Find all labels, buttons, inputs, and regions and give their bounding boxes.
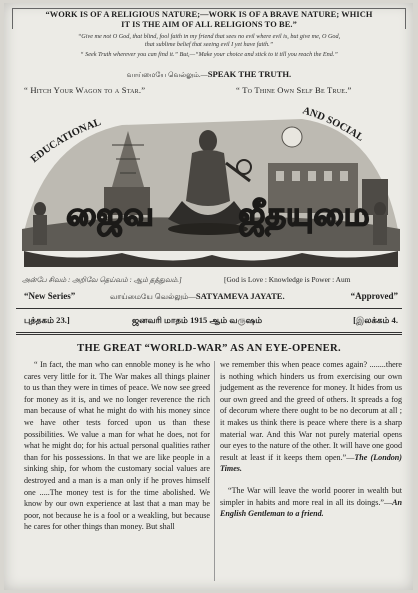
satyameva-jayate: SATYAMEVA JAYATE. bbox=[195, 291, 285, 301]
title-tamil-right: ஜீதயுமை bbox=[238, 195, 370, 233]
new-series-label: “New Series” bbox=[24, 291, 76, 301]
volume-number: புத்தகம் 23.] bbox=[24, 315, 70, 325]
satyameva-line bbox=[110, 291, 285, 302]
educational-arc-text: EDUCATIONAL bbox=[29, 116, 103, 166]
column-divider bbox=[214, 361, 215, 581]
quote-line: that sublime belief that seeing evil I yet have faith.” bbox=[144, 40, 274, 48]
masthead-series-row bbox=[22, 290, 402, 304]
article-headline: THE GREAT “WORLD-WAR” AS AN EYE-OPENER. bbox=[77, 343, 341, 354]
social-arc-text: AND SOCIAL bbox=[301, 105, 366, 144]
right-column-quote2 bbox=[220, 485, 402, 520]
tamil-motto: வாய்மையே வெல்லும்.— bbox=[126, 71, 208, 79]
issue-date: ஜனவரி மாதம் 1915 ஆம் வருஷம் bbox=[132, 315, 263, 325]
motto-line-2: IT IS THE AIM OF ALL RELIGIONS TO BE.” bbox=[121, 20, 297, 29]
issue-number: [இலக்கம் 4. bbox=[353, 315, 398, 325]
rule-middle bbox=[16, 332, 402, 333]
own-self-motto: “ To Thine Own Self Be True.” bbox=[236, 85, 352, 95]
title-tamil-left: ஜைவ bbox=[66, 195, 154, 233]
quote-blind-faith bbox=[24, 33, 394, 48]
header-motto bbox=[12, 10, 406, 30]
rule-top bbox=[16, 308, 402, 309]
left-column-text: “ In fact, the man who can ennoble money is he who cares very little for it. The War makes all things plainer to us than they were in times of peace. We now see greed for money as it is, and we no longer reverence the rich man because of what he might do with his money since we have other tests forced upon us than these possibilities. We value a man for what he does, not for what he might do; for his actual personal qualities rather than for his possessions. In that we are like people in a sinking ship, for whom the customary social values are destroyed and a man is a man only if he proves himself one .....The money test is for the time abolished. We know by our own experience at last that a man may be poor, not because he is a fool or a weakling, but because he cares for other things than money. But shall bbox=[24, 360, 210, 532]
left-figure-illustration bbox=[33, 202, 47, 245]
newspaper-page bbox=[4, 3, 413, 590]
banner-lotus-border bbox=[24, 251, 398, 267]
times-attribution: The (London) Times. bbox=[220, 452, 402, 474]
speak-truth: SPEAK THE TRUTH. bbox=[207, 69, 292, 79]
article-left-column bbox=[24, 359, 210, 533]
motto-line-1: “WORK IS OF A RELIGIOUS NATURE;—WORK IS OF A BRAVE NATURE; WHICH bbox=[45, 10, 373, 19]
quote-line: “Give me not O God, that blind, fool faith in my friend that sees no evil where evil is, but give me, O God, bbox=[77, 33, 341, 40]
approved-label: “Approved” bbox=[350, 291, 398, 301]
masthead-banner bbox=[12, 101, 406, 273]
gentleman-attribution: An English Gentleman to a friend. bbox=[220, 497, 402, 519]
tamil-tagline: அன்பே சிவம் : அறிவே தெய்வம் : ஆம் தத்துவம்.] bbox=[22, 276, 182, 284]
issue-info-row bbox=[22, 315, 402, 329]
war-quote: “The War will leave the world poorer in wealth but simpler in habits and more real in all its doings.”— bbox=[220, 485, 402, 507]
rule-middle-double bbox=[16, 334, 402, 335]
right-figure-illustration bbox=[373, 202, 387, 245]
article-right-column bbox=[220, 359, 402, 520]
hitch-wagon-motto: “ Hitch Your Wagon to a Star.” bbox=[24, 85, 146, 95]
right-column-paragraph bbox=[220, 359, 402, 475]
satyameva-tamil: வாய்மையே வெல்லும்— bbox=[110, 292, 196, 301]
god-is-love-tagline: [God is Love : Knowledge is Power : Aum bbox=[224, 275, 351, 284]
quote-seek-truth: “ Seek Truth wherever you can find it.” But,—“Make your choice and stick to it till you reach the End.” bbox=[80, 51, 338, 58]
right-column-text: we remember this when peace comes again? ........there is nothing which hinders us from exercising our own judgement as the reverence for money. It hides from us our own greed and the greed of others. It spreads a fog of decorum where there ought to be no decorum at all ; it makes us think there is peace where there is a sharp material war. And this War not purely material opens our eyes to the nature of the other. It will have one good result at least if it keeps them open.”— bbox=[220, 360, 402, 462]
speak-truth-line bbox=[64, 69, 354, 80]
masthead-tagline-row bbox=[22, 275, 402, 287]
